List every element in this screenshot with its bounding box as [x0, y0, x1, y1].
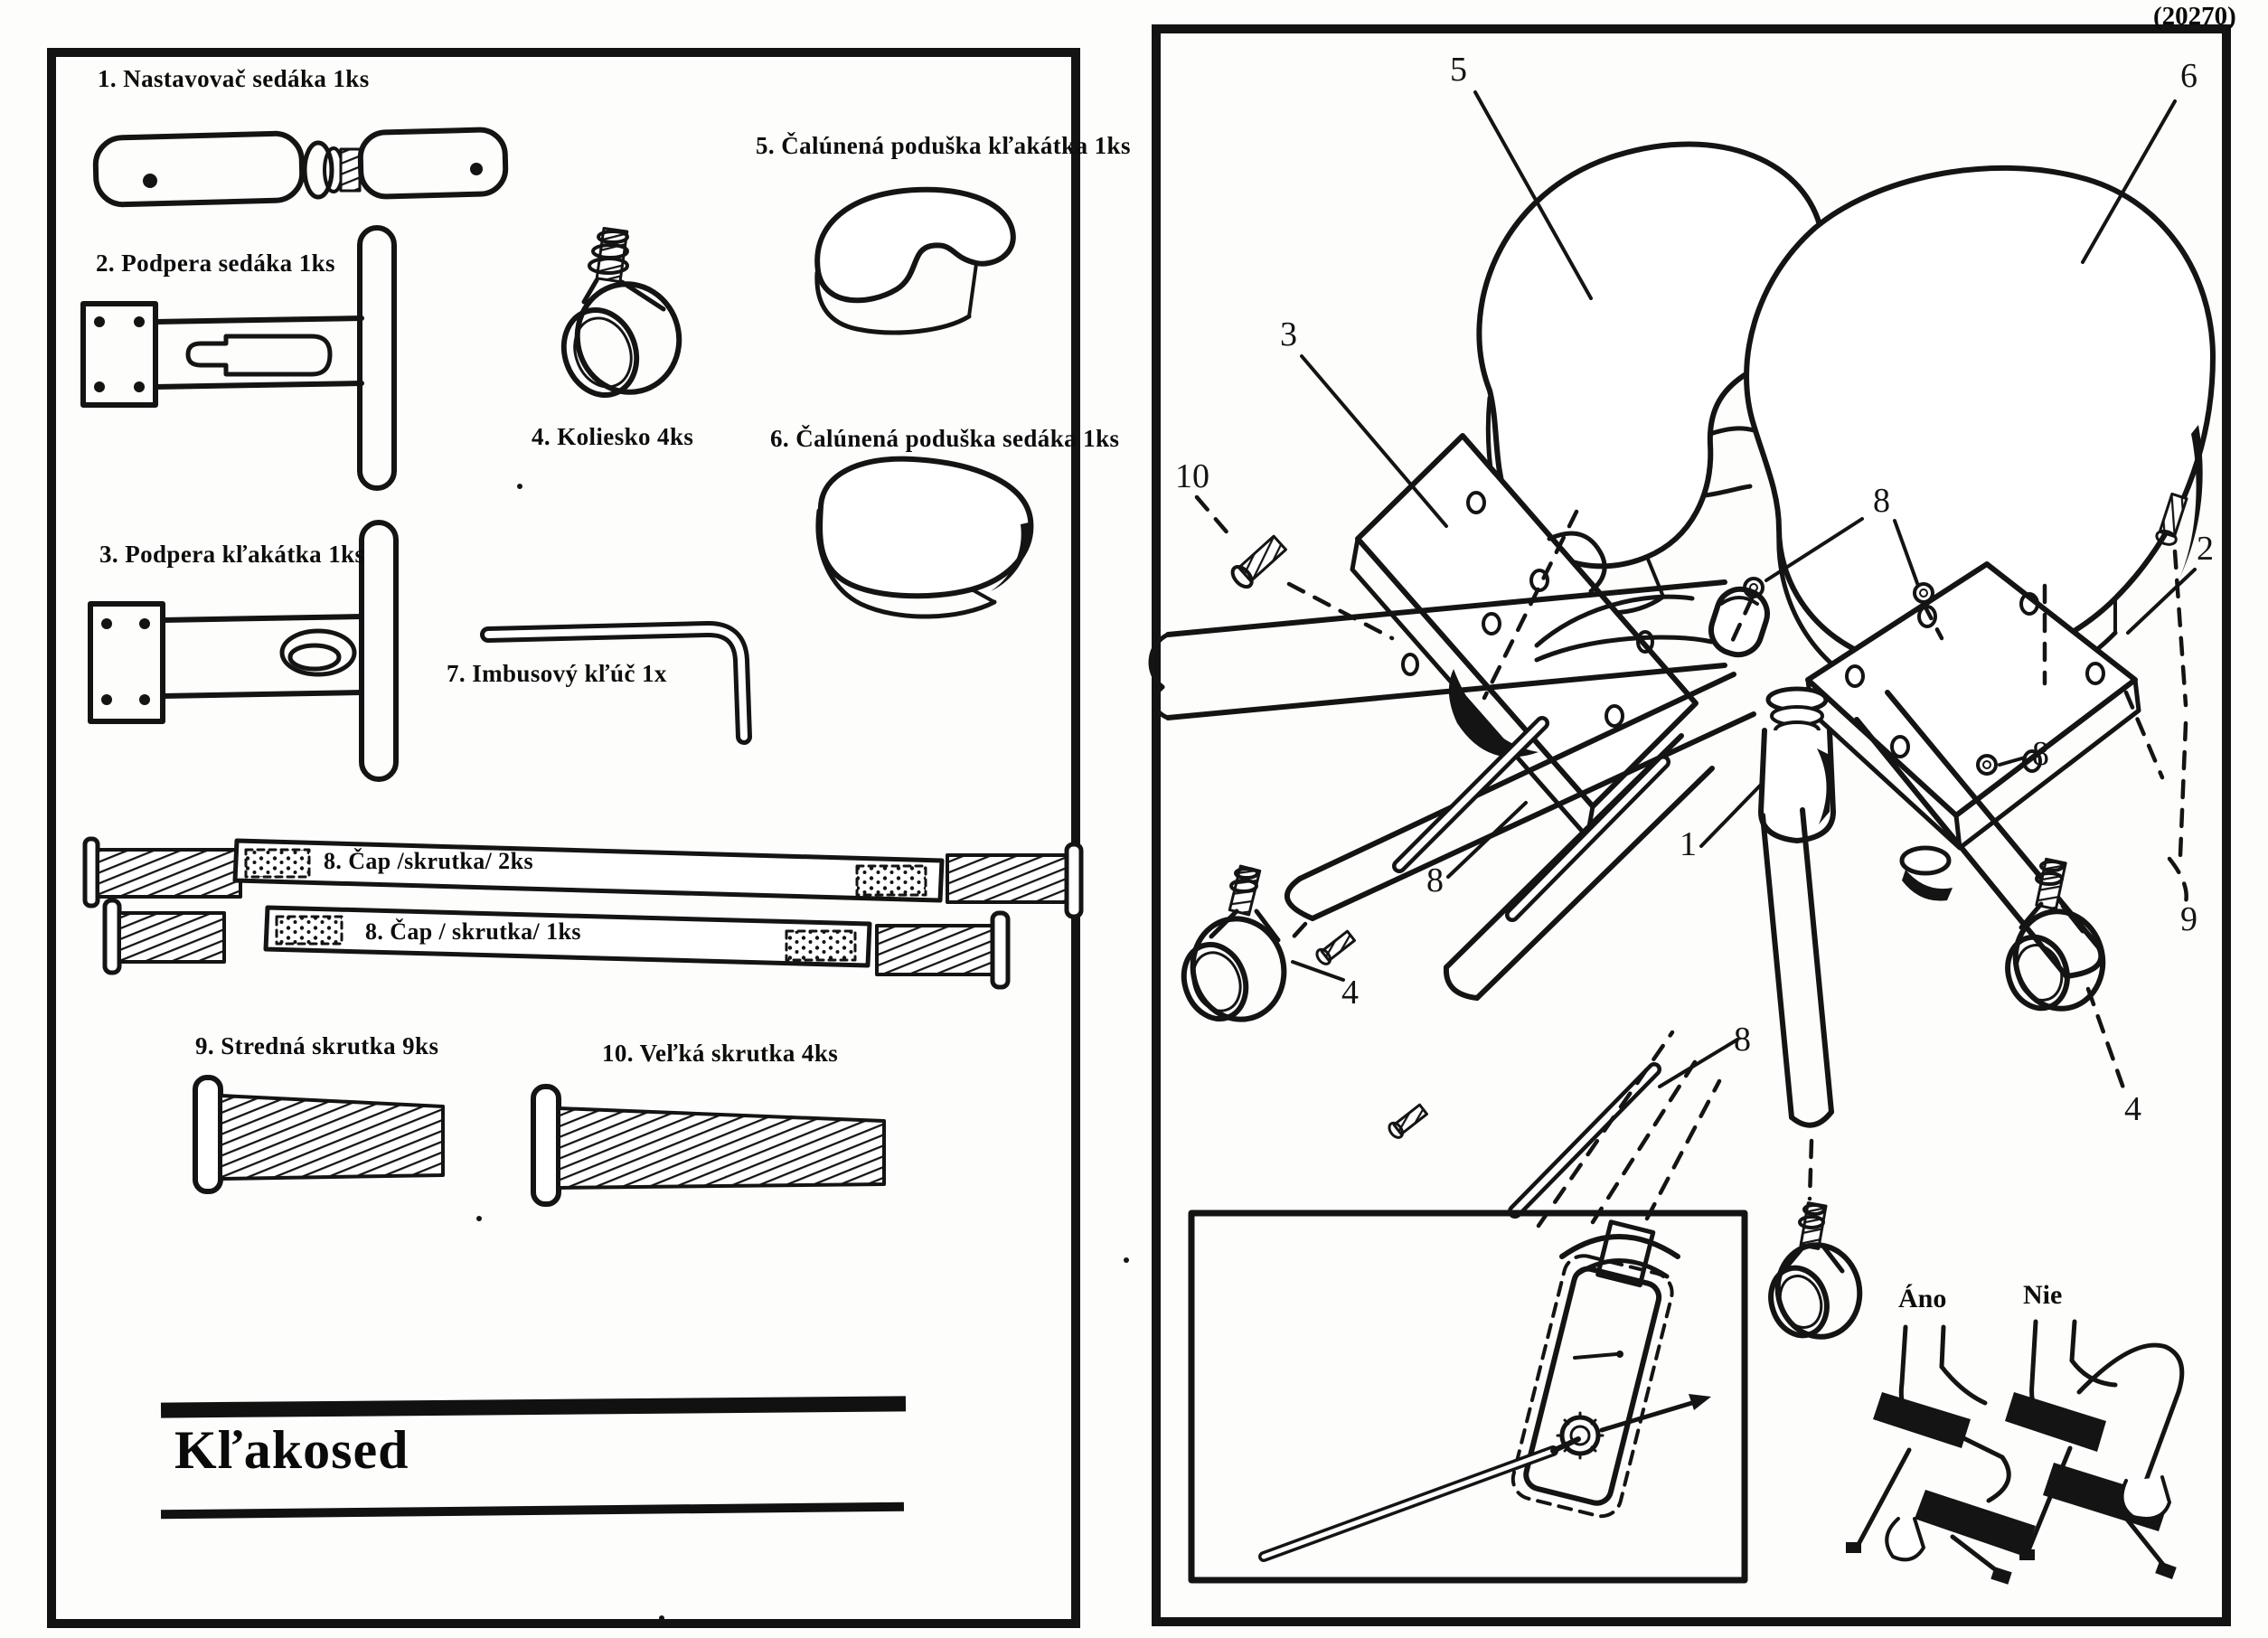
part-label-6: 6. Čalúnená poduška sedáka 1ks: [770, 425, 1120, 452]
part-label-10: 10. Veľká skrutka 4ks: [602, 1040, 839, 1067]
part-9-medium-screw-drawing: [195, 1078, 443, 1191]
part-label-8b: 8. Čap / skrutka/ 1ks: [365, 918, 581, 945]
callout-1: 1: [1680, 825, 1697, 863]
part-10-large-screw-drawing: [533, 1087, 884, 1204]
document-code: (20270): [2153, 2, 2236, 31]
inset-detail-box: [1191, 1213, 1745, 1580]
callout-10: 10: [1175, 457, 1209, 495]
part-label-5: 5. Čalúnená poduška kľakátka 1ks: [756, 132, 1131, 159]
assembly-caster-bottom: [1763, 1203, 1868, 1345]
part-label-9: 9. Stredná skrutka 9ks: [195, 1032, 439, 1059]
part-label-4: 4. Koliesko 4ks: [532, 423, 694, 450]
part-label-1: 1. Nastavovač sedáka 1ks: [98, 65, 370, 92]
posture-figure-incorrect: [2005, 1322, 2182, 1579]
callout-4-left: 4: [1341, 974, 1359, 1012]
part-label-3: 3. Podpera kľakátka 1ks: [99, 541, 365, 568]
posture-figure-correct: [1846, 1327, 2036, 1585]
callout-5: 5: [1450, 51, 1467, 89]
callout-8-bottom: 8: [1734, 1021, 1751, 1059]
callout-8-top: 8: [1873, 482, 1890, 520]
part-label-7: 7. Imbusový kľúč 1x: [447, 660, 667, 687]
posture-label-yes: Áno: [1898, 1284, 1947, 1313]
assembly-caster-right: [1999, 859, 2112, 1017]
part-4-caster-drawing: [552, 228, 691, 405]
posture-label-no: Nie: [2023, 1280, 2063, 1310]
product-title: Kľakosed: [174, 1420, 409, 1480]
part-label-8a: 8. Čap /skrutka/ 2ks: [324, 848, 533, 874]
part-8-bolt-row-1-drawing: [85, 839, 1081, 917]
callout-8-left: 8: [1426, 861, 1444, 899]
callout-2: 2: [2197, 530, 2214, 568]
part-label-2: 2. Podpera sedáka 1ks: [96, 249, 335, 277]
part-6-seat-cushion-drawing: [818, 459, 1030, 617]
callout-4-right: 4: [2124, 1090, 2141, 1128]
callout-9: 9: [2180, 900, 2197, 938]
part-5-knee-cushion-drawing: [817, 190, 1013, 333]
part-1-seat-adjuster-drawing: [95, 129, 506, 205]
assembly-caster-left: [1174, 866, 1294, 1029]
callout-6: 6: [2180, 57, 2197, 95]
callout-3: 3: [1280, 315, 1297, 353]
assembly-dowel-rods: [1399, 723, 1663, 1211]
callout-8-right: 8: [2032, 735, 2049, 773]
